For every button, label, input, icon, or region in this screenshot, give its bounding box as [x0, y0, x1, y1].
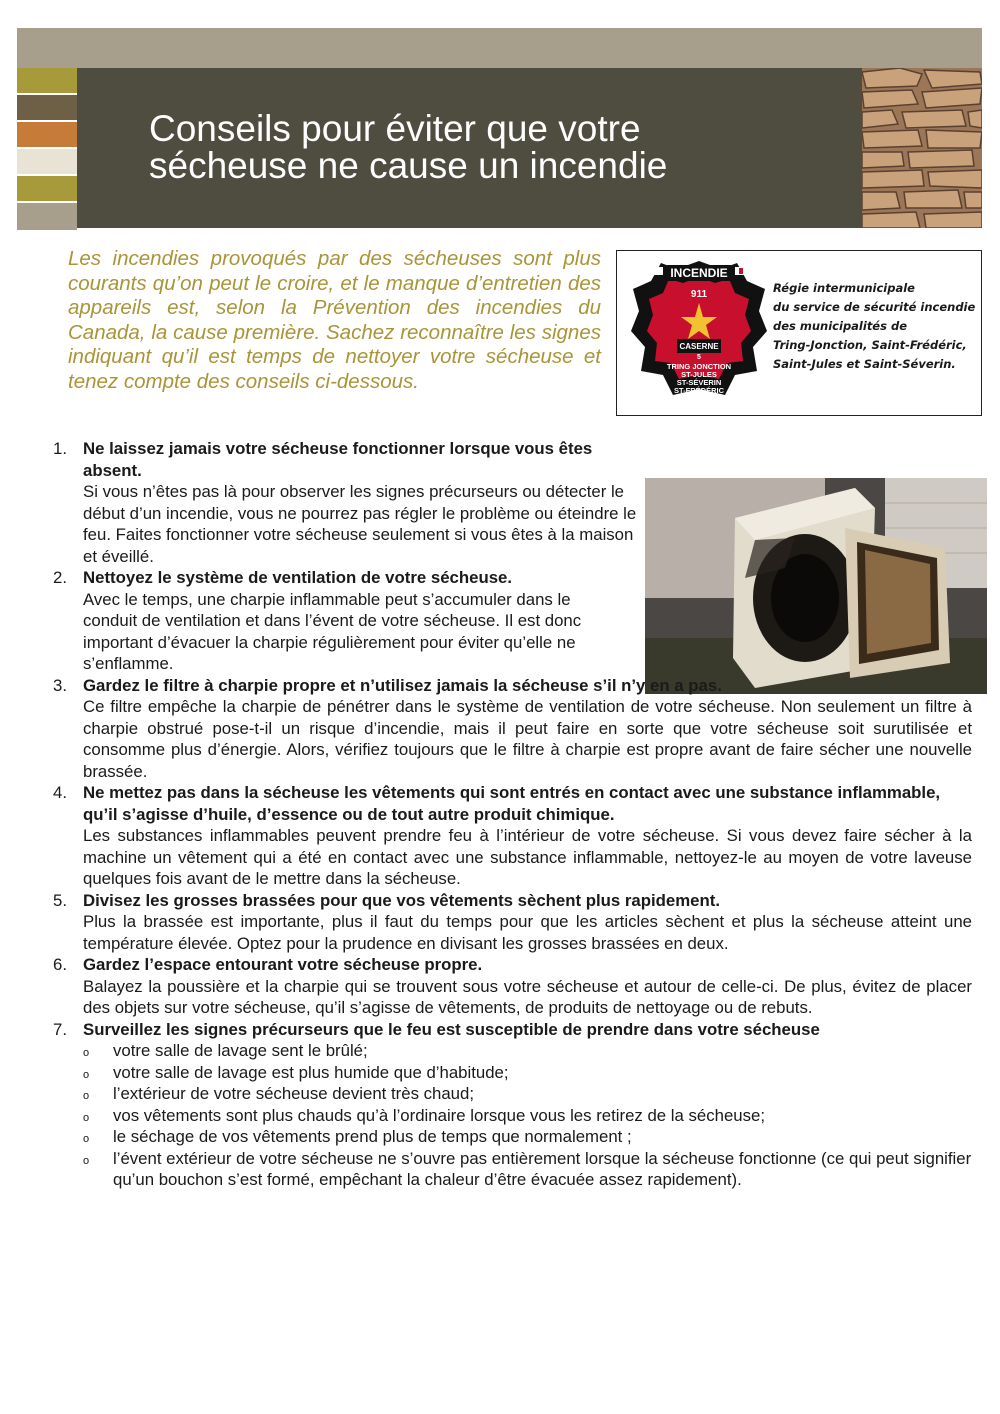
color-bar	[17, 203, 77, 230]
color-bar	[17, 122, 77, 147]
regie-line: Régie intermunicipale	[773, 281, 915, 295]
stone-wall-image	[862, 68, 982, 228]
emblem-caserne-text: CASERNE	[679, 342, 719, 351]
tip-number: 2.	[53, 568, 67, 587]
warning-sign-item	[83, 1083, 972, 1105]
emblem-line-1: TRING JONCTION	[666, 362, 732, 371]
tip-heading: Gardez l’espace entourant votre sécheuse propre.	[83, 955, 483, 974]
tip-item	[44, 438, 643, 567]
regie-line: Saint-Jules et Saint-Séverin.	[773, 357, 956, 371]
emblem-top-text: INCENDIE	[670, 266, 728, 280]
emblem-number-text: 5	[697, 354, 701, 361]
color-bar	[17, 68, 77, 93]
circle-bullet-icon: o	[83, 1047, 90, 1059]
tip-number: 4.	[53, 783, 67, 802]
header-top-strip	[17, 28, 982, 68]
warning-sign-text: l’extérieur de votre sécheuse devient très chaud;	[113, 1084, 475, 1103]
tip-item	[44, 890, 972, 955]
color-bar	[17, 149, 77, 174]
tip-heading: Ne laissez jamais votre sécheuse fonctionner lorsque vous êtes absent.	[83, 439, 593, 480]
emblem-line-4: ST-FRÉDÉRIC	[673, 386, 725, 395]
fire-department-emblem	[629, 259, 769, 409]
tip-number: 7.	[53, 1019, 67, 1039]
tip-item	[44, 567, 643, 675]
emblem-911-text: 911	[690, 289, 708, 300]
warning-signs-list	[83, 1040, 972, 1191]
circle-bullet-icon: o	[83, 1111, 90, 1124]
color-bar	[17, 176, 77, 201]
title-line-1: Conseils pour éviter que votre	[149, 108, 641, 149]
tip-number: 3.	[53, 675, 67, 695]
regie-line: Tring-Jonction, Saint-Frédéric,	[773, 338, 967, 352]
circle-bullet-icon: o	[83, 1133, 90, 1145]
tip-heading: Nettoyez le système de ventilation de votre sécheuse.	[83, 568, 513, 587]
warning-sign-text: votre salle de lavage sent le brûlé;	[113, 1041, 368, 1060]
warning-sign-item	[83, 1040, 972, 1062]
warning-sign-item	[83, 1148, 972, 1191]
intro-paragraph: Les incendies provoqués par des sécheuses sont plus courants qu’on peut le croire, et le manque d’entretien des appareils est, selon la Prévention des incendies du Canada, la cause première. Sachez reconnaître les signes indiquant qu’il est temps de nettoyer votre sécheuse et tenez compte des conseils ci-dessous.	[68, 247, 601, 393]
warning-sign-text: le séchage de vos vêtements prend plus de temps que normalement ;	[113, 1127, 632, 1146]
title-line-2: sécheuse ne cause un incendie	[149, 145, 668, 186]
tip-body: Les substances inflammables peuvent prendre feu à l’intérieur de votre sécheuse. Si vous devez faire sécher à la machine un vêtement qui a été en contact avec une substance inflammable, nettoyez-le au moyen de votre laveuse quelques fois avant de le mettre dans la sécheuse.	[83, 826, 972, 888]
tip-item	[44, 1019, 972, 1191]
tip-body: Balayez la poussière et la charpie qui se trouvent sous votre sécheuse et autour de celle-ci. De plus, évitez de placer des objets sur votre sécheuse, qu’il s’agisse de vêtements, de produits de nettoyage ou de rebuts.	[83, 976, 972, 1017]
warning-sign-item	[83, 1126, 972, 1148]
tip-heading: Ne mettez pas dans la sécheuse les vêtements qui sont entrés en contact avec une substance inflammable, qu’il s’agisse d’huile, d’essence ou de tout autre produit chimique.	[83, 783, 941, 824]
regie-line: des municipalités de	[773, 319, 907, 333]
tip-body: Si vous n’êtes pas là pour observer les signes précurseurs ou détecter le début d’un incendie, vous ne pourrez pas régler le problème ou éteindre le feu. Faites fonctionner votre sécheuse seulement si vous êtes à la maison et éveillé.	[83, 482, 637, 566]
tips-list	[44, 438, 972, 1191]
tip-number: 5.	[53, 890, 67, 910]
warning-sign-text: votre salle de lavage est plus humide que d’habitude;	[113, 1062, 509, 1082]
page-title	[149, 110, 667, 184]
tip-body: Plus la brassée est importante, plus il faut du temps pour que les articles sèchent et plus la sécheuse atteint une température élevée. Optez pour la prudence en divisant les grosses brassées en deux.	[83, 912, 972, 953]
tip-body: Avec le temps, une charpie inflammable peut s’accumuler dans le conduit de ventilation et dans l’évent de votre sécheuse. Il est donc important d’évacuer la charpie régulièrement pour éviter qu’elle ne s’enflamme.	[83, 589, 582, 673]
title-box	[77, 68, 862, 228]
tip-body: Ce filtre empêche la charpie de pénétrer dans le système de ventilation de votre sécheuse. Non seulement un filtre à charpie obstrué pose-t-il un risque d’incendie, mais il peut faire en sorte que votre sécheuse soit surutilisée et consomme plus d’énergie. Alors, vérifiez toujours que le filtre à charpie est propre avant de faire sécher une nouvelle brassée.	[83, 697, 972, 781]
emblem-line-3: ST-SÉVERIN	[676, 378, 722, 387]
regie-line: du service de sécurité incendie	[773, 300, 976, 314]
warning-sign-text: vos vêtements sont plus chauds qu’à l’ordinaire lorsque vous les retirez de la sécheuse;	[113, 1105, 766, 1125]
tip-heading: Gardez le filtre à charpie propre et n’utilisez jamais la sécheuse s’il n’y en a pas.	[83, 675, 722, 695]
warning-sign-item	[83, 1105, 972, 1127]
tip-heading: Surveillez les signes précurseurs que le feu est susceptible de prendre dans votre sécheuse	[83, 1019, 820, 1039]
circle-bullet-icon: o	[83, 1154, 90, 1167]
emblem-line-2: ST-JULES	[681, 370, 717, 379]
warning-sign-item	[83, 1062, 972, 1084]
tip-item	[44, 954, 972, 1019]
warning-sign-text: l’évent extérieur de votre sécheuse ne s’ouvre pas entièrement lorsque la sécheuse fonctionne (ce qui peut signifier qu’un bouchon s’est formé, empêchant la chaleur d’être évacuée assez rapidement).	[113, 1148, 972, 1189]
tip-number: 6.	[53, 955, 67, 974]
circle-bullet-icon: o	[83, 1090, 90, 1102]
fire-department-logo-box	[616, 250, 982, 416]
tip-number: 1.	[53, 439, 67, 458]
tip-item	[44, 675, 972, 783]
tip-item	[44, 782, 972, 890]
circle-bullet-icon: o	[83, 1068, 90, 1081]
header-color-bars	[17, 68, 77, 228]
tip-heading: Divisez les grosses brassées pour que vos vêtements sèchent plus rapidement.	[83, 890, 721, 910]
regie-text	[773, 279, 978, 374]
color-bar	[17, 95, 77, 120]
